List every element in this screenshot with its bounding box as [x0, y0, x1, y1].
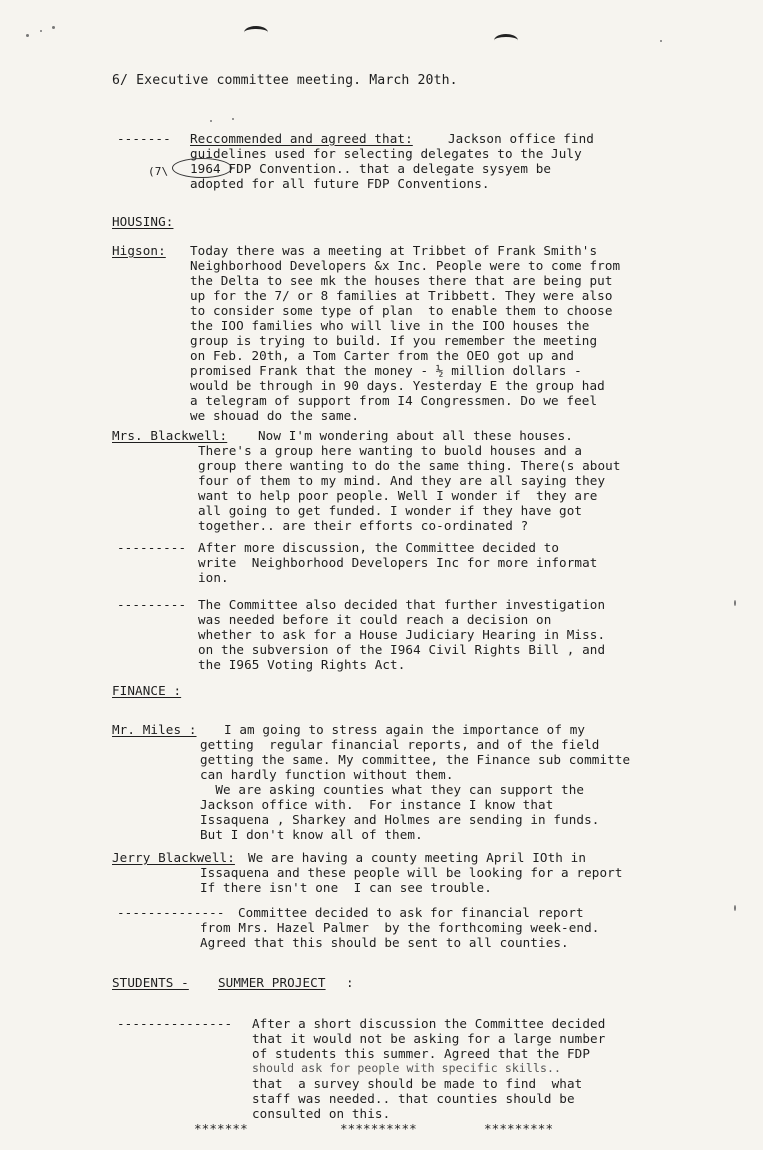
speck: [26, 34, 29, 37]
rec1-margin-note: (7\: [148, 165, 169, 178]
decision2-line: The Committee also decided that further investigation: [198, 597, 606, 612]
blackwell-line: four of them to my mind. And they are all saying they: [198, 473, 606, 488]
higson-line: the IOO families who will live in the IOO houses the: [190, 318, 590, 333]
blackwell-line: want to help poor people. Well I wonder if they are: [198, 488, 598, 503]
decision1-dashes: ---------: [117, 540, 187, 555]
finance-decision-line: from Mrs. Hazel Palmer by the forthcoming week-end.: [200, 920, 600, 935]
rec1-label: Reccommended and agreed that:: [190, 131, 413, 146]
decision2-line: the I965 Voting Rights Act.: [198, 657, 406, 672]
jerry-line: We are having a county meeting April IOth in: [248, 850, 587, 865]
higson-line: to consider some type of plan to enable them to choose: [190, 303, 613, 318]
finance-decision-line: Agreed that this should be sent to all counties.: [200, 935, 569, 950]
blackwell-line: There's a group here wanting to buold houses and a: [198, 443, 583, 458]
students-decision-line: that a survey should be made to find what: [252, 1076, 583, 1091]
rec1-line: 1964 FDP Convention.. that a delegate sysyem be: [190, 161, 552, 176]
decision1-line: After more discussion, the Committee decided to: [198, 540, 560, 555]
higson-line: on Feb. 20th, a Tom Carter from the OEO got up and: [190, 348, 575, 363]
jerry-speaker: Jerry Blackwell:: [112, 850, 235, 865]
higson-line: up for the 7/ or 8 families at Tribbett. They were also: [190, 288, 613, 303]
rec1-line: guidelines used for selecting delegates to the July: [190, 146, 582, 161]
miles-line: But I don't know all of them.: [200, 827, 423, 842]
housing-title: HOUSING:: [112, 214, 174, 229]
speck: [734, 600, 736, 606]
higson-speaker: Higson:: [112, 243, 166, 258]
miles-line: getting regular financial reports, and of the field: [200, 737, 600, 752]
miles-line: We are asking counties what they can support the: [200, 782, 585, 797]
students-decision-dashes: ---------------: [117, 1016, 233, 1031]
miles-speaker: Mr. Miles :: [112, 722, 197, 737]
students-decision-line: staff was needed.. that counties should be: [252, 1091, 575, 1106]
speck: [232, 118, 234, 120]
higson-line: we shouad do the same.: [190, 408, 360, 423]
decision2-line: on the subversion of the I964 Civil Rights Bill , and: [198, 642, 606, 657]
punch-mark-right: [494, 34, 518, 47]
students-decision-line: After a short discussion the Committee decided: [252, 1016, 606, 1031]
blackwell-line: all going to get funded. I wonder if they have got: [198, 503, 583, 518]
students-decision-line: that it would not be asking for a large number: [252, 1031, 606, 1046]
students-title: STUDENTS -: [112, 975, 189, 990]
miles-line: I am going to stress again the importance of my: [224, 722, 586, 737]
higson-line: the Delta to see mk the houses there that are being put: [190, 273, 613, 288]
footer-stars: *********: [484, 1121, 554, 1136]
speck: [52, 26, 55, 29]
speck: [40, 30, 42, 32]
decision2-dashes: ---------: [117, 597, 187, 612]
higson-line: promised Frank that the money - ½ million dollars -: [190, 363, 582, 378]
jerry-line: If there isn't one I can see trouble.: [200, 880, 492, 895]
miles-line: can hardly function without them.: [200, 767, 454, 782]
miles-line: getting the same. My committee, the Finance sub committe: [200, 752, 631, 767]
speck: [210, 120, 212, 122]
students-subtitle: SUMMER PROJECT: [218, 975, 326, 990]
miles-line: Jackson office with. For instance I know that: [200, 797, 554, 812]
miles-line: Issaquena , Sharkey and Holmes are sending in funds.: [200, 812, 600, 827]
higson-line: Neighborhood Developers &x Inc. People were to come from: [190, 258, 621, 273]
rec1-dashes: -------: [117, 131, 171, 146]
students-decision-line: consulted on this.: [252, 1106, 391, 1121]
jerry-line: Issaquena and these people will be looking for a report: [200, 865, 623, 880]
rec1-line: adopted for all future FDP Conventions.: [190, 176, 490, 191]
higson-line: group is trying to build. If you remember the meeting: [190, 333, 598, 348]
circle-annotation: [172, 158, 232, 178]
blackwell-line: together.. are their efforts co-ordinated ?: [198, 518, 529, 533]
students-decision-line: of students this summer. Agreed that the FDP: [252, 1046, 591, 1061]
students-colon: :: [346, 975, 354, 990]
decision2-line: was needed before it could reach a decision on: [198, 612, 552, 627]
decision1-line: ion.: [198, 570, 229, 585]
decision1-line: write Neighborhood Developers Inc for more informat: [198, 555, 598, 570]
finance-title: FINANCE :: [112, 683, 182, 698]
speck: [660, 40, 662, 42]
higson-line: Today there was a meeting at Tribbet of Frank Smith's: [190, 243, 598, 258]
blackwell-speaker: Mrs. Blackwell:: [112, 428, 228, 443]
finance-decision-dashes: --------------: [117, 905, 225, 920]
students-decision-line: should ask for people with specific skills..: [252, 1061, 562, 1075]
rec1-line: Jackson office find: [448, 131, 594, 146]
blackwell-line: group there wanting to do the same thing. There(s about: [198, 458, 621, 473]
punch-mark-left: [244, 26, 268, 39]
higson-line: would be through in 90 days. Yesterday E the group had: [190, 378, 605, 393]
higson-line: a telegram of support from I4 Congressmen. Do we feel: [190, 393, 598, 408]
speck: [734, 905, 736, 911]
finance-decision-line: Committee decided to ask for financial report: [238, 905, 584, 920]
decision2-line: whether to ask for a House Judiciary Hearing in Miss.: [198, 627, 606, 642]
blackwell-line: Now I'm wondering about all these houses.: [258, 428, 573, 443]
footer-stars: **********: [340, 1121, 417, 1136]
meeting-heading: 6/ Executive committee meeting. March 20th.: [112, 73, 458, 88]
footer-stars: *******: [194, 1121, 248, 1136]
